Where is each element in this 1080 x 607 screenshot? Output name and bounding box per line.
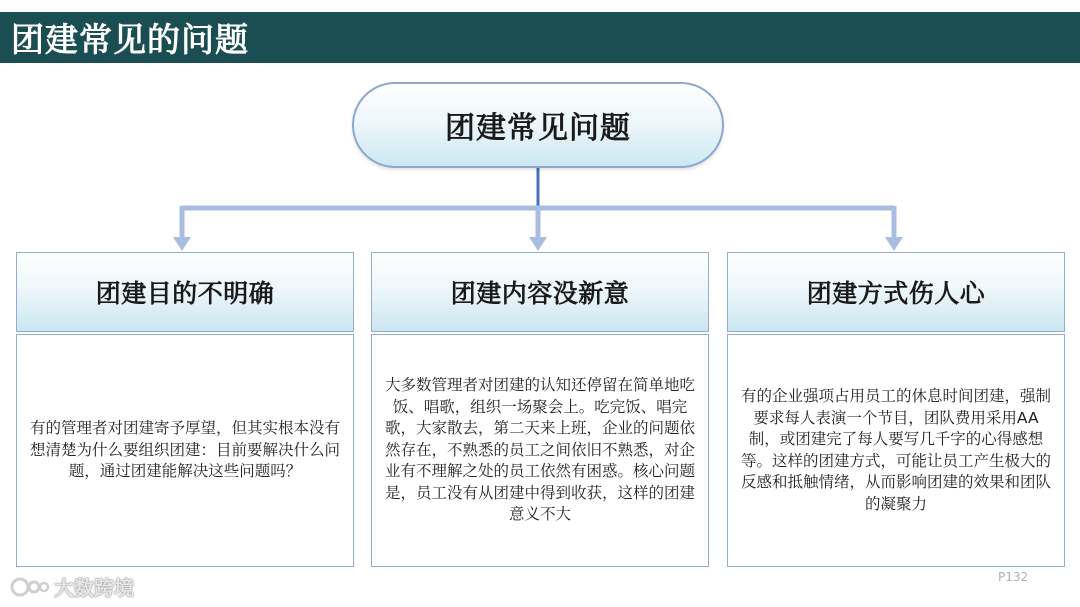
page-number: P132 [998,570,1029,584]
card-1-body: 有的管理者对团建寄予厚望，但其实根本没有想清楚为什么要组织团建：目前要解决什么问题，通过团建能解决这些问题吗？ [29,419,340,481]
card-3-heading: 团建方式伤人心 [806,279,986,308]
arrow-left [173,237,191,251]
card-1-heading-box [16,252,354,332]
center-node-label: 团建常见问题 [445,111,631,146]
card-3-heading-box [727,252,1065,332]
card-3-body-box [727,334,1065,567]
slide-title: 团建常见的问题 [11,20,249,59]
arrow-middle [529,237,547,251]
watermark-logo-icon [10,574,50,600]
watermark [10,572,134,601]
arrow-right [885,237,903,251]
center-node [352,82,724,168]
watermark-text: 大数跨境 [54,576,134,600]
card-2-heading: 团建内容没新意 [450,279,630,308]
card-1-body-box [16,334,354,567]
card-2-heading-box [371,252,709,332]
card-1-heading: 团建目的不明确 [95,279,275,308]
card-2-body-box [371,334,709,567]
card-2-body: 大多数管理者对团建的认知还停留在简单地吃饭、唱歌，组织一场聚会上。吃完饭、唱完歌，大家散去，第二天来上班，企业的问题依然存在，不熟悉的员工之间依旧不熟悉，对企业有不理解之处的员工依然有困惑。核心问题是，员工没有从团建中得到收获，这样的团建意义不大 [384,376,695,524]
card-3-body: 有的企业强项占用员工的休息时间团建，强制要求每人表演一个节目，团队费用采用AA制，或团建完了每人要写几千字的心得感想等。这样的团建方式，可能让员工产生极大的反感和抵触情绪，从而影响团建的效果和团队的凝聚力 [740,387,1051,513]
